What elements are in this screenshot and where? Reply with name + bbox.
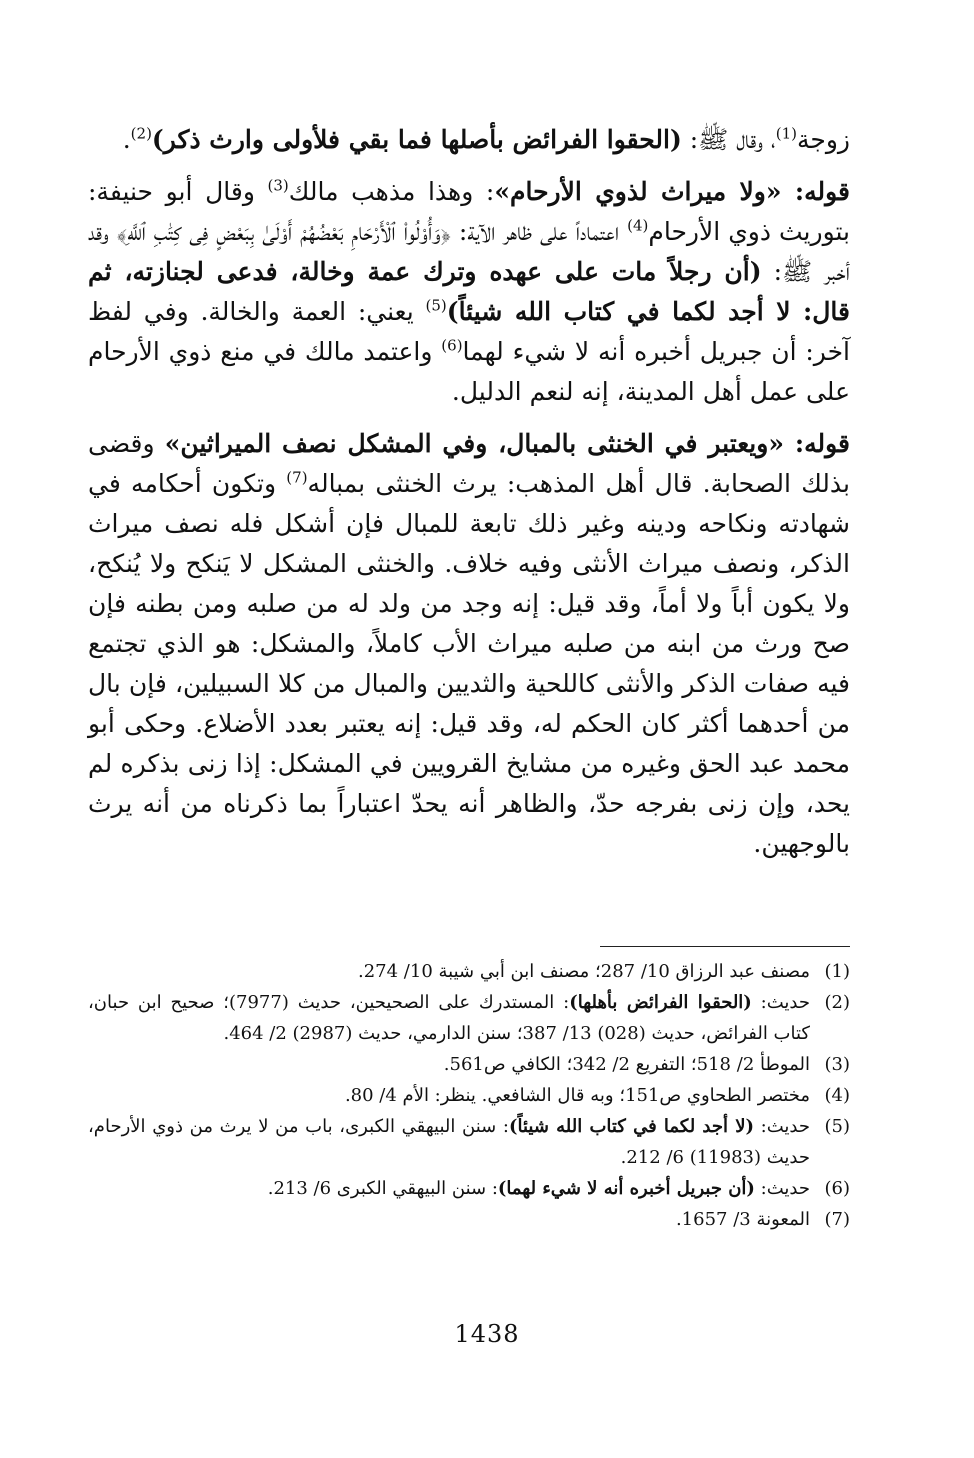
- text-run: يعني: العمة والخالة. وفي لفظ آخر: أن جبريل أخبره أنه لا شيء لهما: [88, 297, 851, 366]
- footnote-3: [88, 1049, 850, 1080]
- footnote-ref: (6): [441, 336, 463, 355]
- hadith-quote: (أن رجلاً مات على عهده وترك عمة وخالة، فدعى لجنازته، ثم قال: لا أجد لكما في كتاب الله شيئاً): [88, 257, 851, 326]
- text-run: وقضى بذلك الصحابة. قال أهل المذهب: يرث الخنثى بمباله: [88, 429, 850, 498]
- footnote-text: مختصر الطحاوي ص151؛ وبه قال الشافعي. ينظر: الأم 4/ 80.: [344, 1085, 810, 1106]
- text-run: حديث:: [754, 1116, 811, 1137]
- paragraph-2: [88, 172, 850, 412]
- page-number: 1438: [454, 1320, 520, 1348]
- footnote-text: [88, 987, 810, 1049]
- text-run: .: [122, 125, 131, 154]
- text-run: زوجة: [796, 125, 850, 154]
- footnote-1: [88, 956, 850, 987]
- footnote-ref: (7): [286, 468, 308, 487]
- footnote-5: [88, 1111, 850, 1173]
- footnote-2: [88, 987, 850, 1049]
- text-run: : سنن البيهقي الكبرى 6/ 213.: [267, 1178, 498, 1199]
- footnote-number: (2): [824, 992, 850, 1013]
- footnote-text: المعونة 3/ 1657.: [675, 1209, 810, 1230]
- footnotes: [88, 956, 850, 1235]
- text-run: : سنن البيهقي الكبرى، باب من لا يرث من ذوي الأرحام، حديث (11983) 6/ 212.: [88, 1116, 810, 1168]
- footnote-number: (3): [824, 1054, 850, 1075]
- text-run: : المستدرك على الصحيحين، حديث (7977)؛ صحيح ابن حبان، كتاب الفرائض، حديث (028) 13/ 387؛ سنن الدارمي، حديث (2987) 2/ 464.: [88, 992, 810, 1044]
- section-lead: قوله: «ويعتبر في الخنثى بالمبال، وفي المشكل نصف الميراثين»: [164, 429, 850, 458]
- paragraph-1: [88, 120, 850, 160]
- footnote-number: (6): [824, 1178, 850, 1199]
- hadith-quote: (الحقوا الفرائض بأصلها فما بقي فلأولى وارث ذكر): [151, 125, 682, 154]
- text-run: اعتماداً على ظاهر الآية: ﴿وَأُوْلُواْ ٱلْأَرْحَامِ بَعْضُهُمْ أَوْلَىٰ بِبَعْضٍ فِى كِتَٰبِ ٱللَّهِ﴾ وقد أخبر ﷺ:: [88, 217, 850, 286]
- text-run: : وهذا مذهب مالك: [288, 177, 495, 206]
- hadith-title: (الحقوا الفرائض بأهلها): [569, 992, 752, 1013]
- footnote-ref: (3): [267, 176, 289, 195]
- main-text: [88, 120, 850, 864]
- footnote-ref: (2): [130, 124, 152, 143]
- footnote-number: (7): [824, 1209, 850, 1230]
- hadith-title: (أن جبريل أخبره أنه لا شيء لهما): [497, 1178, 755, 1199]
- footnote-text: مصنف عبد الرزاق 10/ 287؛ مصنف ابن أبي شيبة 10/ 274.: [357, 961, 810, 982]
- footnote-ref: (5): [425, 296, 447, 315]
- text-run: وتكون أحكامه في شهادته ونكاحه ودينه وغير ذلك تابعة للمبال فإن أشكل فله نصف ميراث الذكر، ونصف ميراث الأنثى وفيه خلاف. والخنثى المشكل لا يَنكح ولا يُنكح، ولا يكون أباً ولا أماً، وقد قيل: إنه وجد من ولد له من صلبه ومن بطنه فإن صح ورث من ابنه من صلبه ميراث الأب كاملاً، والمشكل: هو الذي تجتمع فيه صفات الذكر والأنثى كاللحية والثديين والمبال من كلا السبيلين، فإن بال من أحدهما أكثر كان الحكم له، وقد قيل: إنه يعتبر بعدد الأضلاع. وحكى أبو محمد عبد الحق وغيره من مشايخ القرويين في المشكل: إذا زنى بذكره لم يحد، وإن زنى بفرجه حدّ، والظاهر أنه يحدّ اعتباراً بما ذكرناه من أنه يرث بالوجهين.: [88, 469, 850, 858]
- section-lead: قوله: «ولا ميراث لذوي الأرحام»: [494, 177, 850, 206]
- footnote-ref: (1): [775, 124, 797, 143]
- paragraph-3: [88, 424, 850, 864]
- footnote-6: [88, 1173, 850, 1204]
- footnote-number: (1): [824, 961, 850, 982]
- footnote-number: (5): [824, 1116, 850, 1137]
- footnote-4: [88, 1080, 850, 1111]
- text-run: وقال أبو حنيفة: بتوريث ذوي الأرحام: [88, 177, 850, 246]
- footnote-7: [88, 1204, 850, 1235]
- text-run: حديث:: [754, 1178, 810, 1199]
- hadith-title: (لا أجد لكما في كتاب الله شيئاً): [508, 1116, 755, 1137]
- text-run: واعتمد مالك في منع ذوي الأرحام على عمل أهل المدينة، إنه لنعم الدليل.: [88, 337, 850, 406]
- footnote-number: (4): [824, 1085, 850, 1106]
- footnote-text: [88, 1173, 810, 1204]
- footnote-text: الموطأ 2/ 518؛ التفريع 2/ 342؛ الكافي ص561.: [443, 1054, 810, 1075]
- footnote-ref: (4): [627, 216, 649, 235]
- footnote-separator: [600, 946, 850, 947]
- text-run: حديث:: [751, 992, 810, 1013]
- text-run: ، وقال ﷺ:: [681, 125, 776, 154]
- footnote-text: [88, 1111, 810, 1173]
